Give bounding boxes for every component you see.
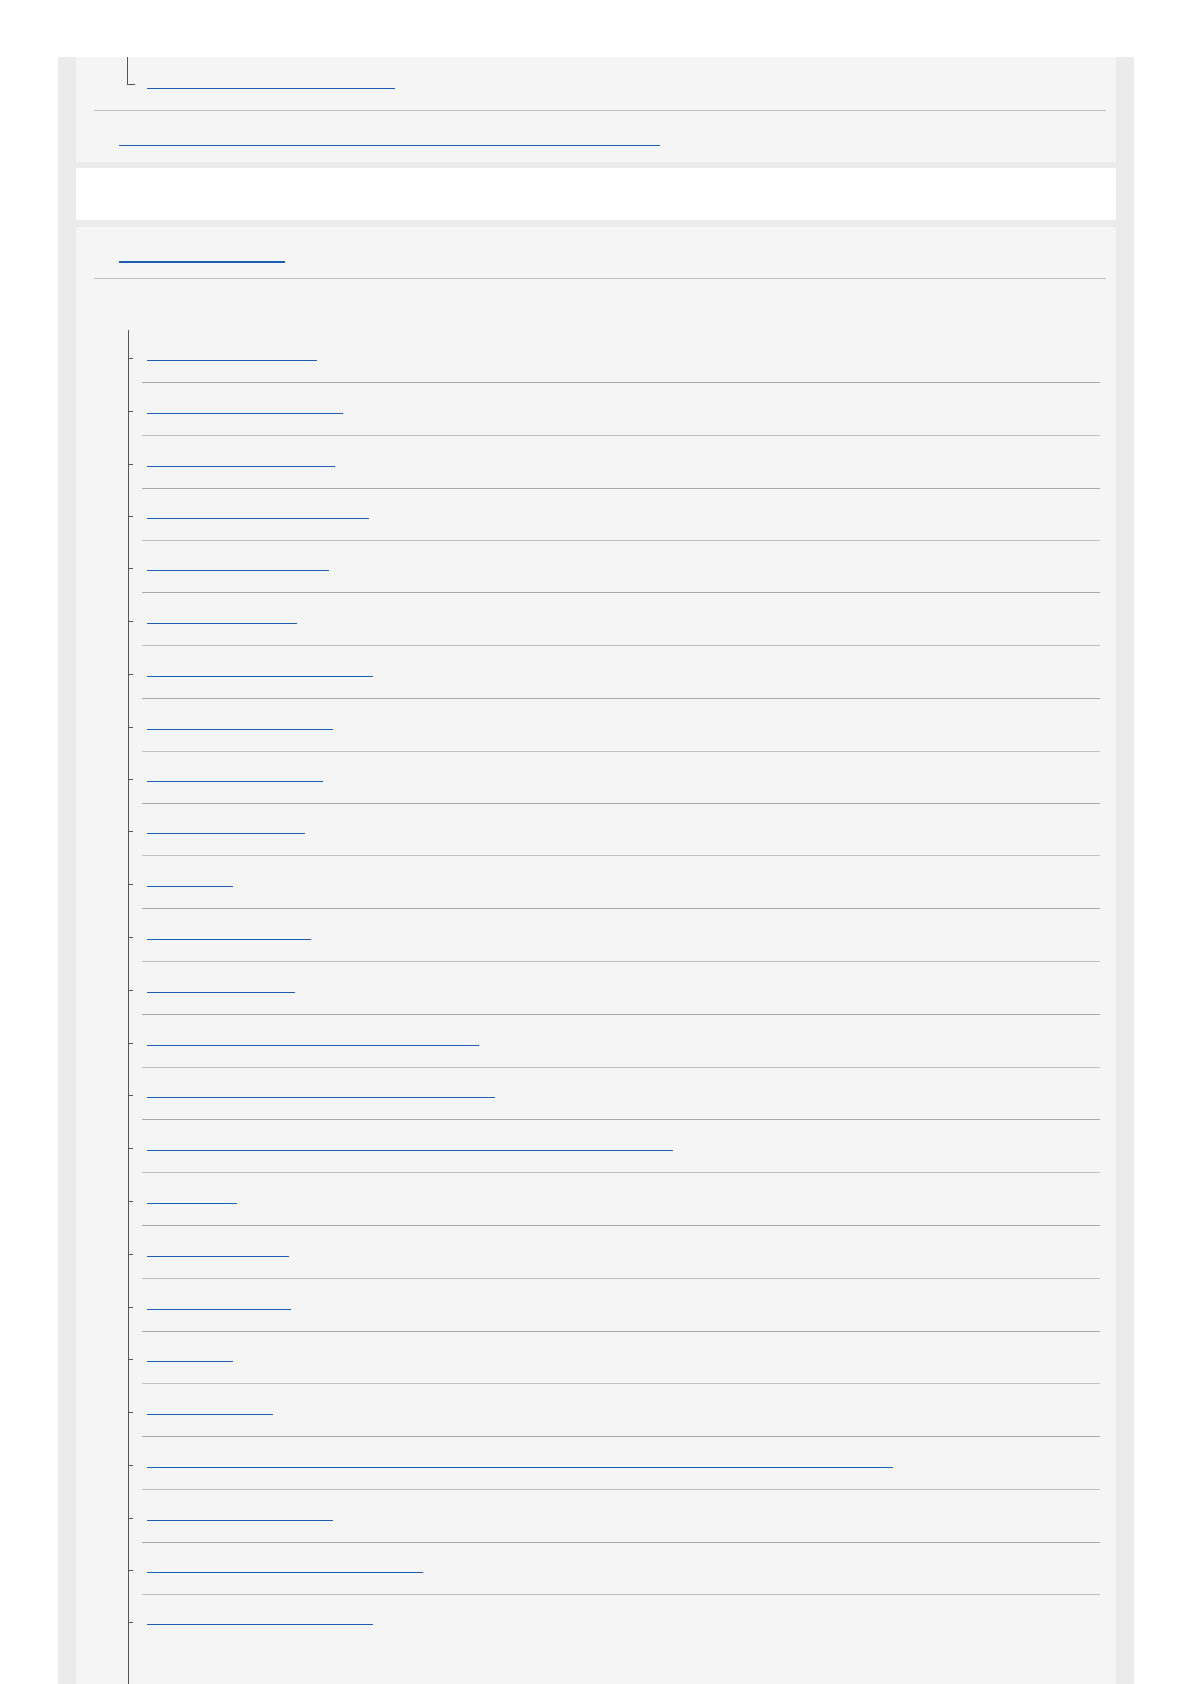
topic-link[interactable] [147,346,317,361]
list-item-divider [142,1172,1100,1173]
list-item-divider [142,645,1100,646]
tree-branch-tick [128,1518,133,1519]
tree-branch-tick [128,1148,133,1149]
tree-branch-tick [128,1465,133,1466]
list-item-divider [142,698,1100,699]
tree-branch-tick [128,621,133,622]
tree-branch-tick [128,1043,133,1044]
tree-branch-tick [128,1254,133,1255]
topic-link[interactable] [147,1347,233,1362]
tree-branch-tick [128,831,133,832]
tree-branch-tick [128,464,133,465]
topic-link[interactable] [147,1189,237,1204]
list-item-divider [142,751,1100,752]
list-item-divider [142,382,1100,383]
topic-link[interactable] [147,399,343,414]
topic-link[interactable] [147,1506,333,1521]
tree-branch-tick [128,1412,133,1413]
tree-branch-tick [128,568,133,569]
tree-branch-tick [128,884,133,885]
tree-branch-tick [128,1570,133,1571]
list-item-divider [142,1119,1100,1120]
tree-branch-tick [128,516,133,517]
topic-link[interactable] [147,715,333,730]
tree-branch-tick [128,1622,133,1623]
topic-link[interactable] [147,504,369,519]
list-item-divider [142,592,1100,593]
topic-link[interactable] [147,1400,273,1415]
tree-corner-top [127,84,135,85]
divider-top [94,110,1106,111]
list-item-divider [142,435,1100,436]
list-item-divider [142,908,1100,909]
topic-link[interactable] [147,1558,423,1573]
list-item-divider [142,1383,1100,1384]
tree-connector-top [127,57,128,84]
list-item-divider [142,1489,1100,1490]
list-item-divider [142,488,1100,489]
list-item-divider [142,961,1100,962]
tree-branch-tick [128,727,133,728]
tree-branch-tick [128,1095,133,1096]
tree-branch-tick [128,990,133,991]
list-item-divider [142,803,1100,804]
tree-branch-tick [128,674,133,675]
topic-link[interactable] [147,1242,289,1257]
list-item-divider [142,1014,1100,1015]
topic-link[interactable] [147,1083,495,1098]
topic-link[interactable] [147,767,323,782]
tree-branch-tick [128,779,133,780]
list-item-divider [142,1594,1100,1595]
topic-link[interactable] [147,1295,291,1310]
topic-link[interactable] [147,662,373,677]
topic-link[interactable] [147,872,233,887]
top-link[interactable] [147,74,395,89]
tree-branch-tick [128,1201,133,1202]
tree-branch-tick [128,1359,133,1360]
list-item-divider [142,1278,1100,1279]
spacer-band [76,168,1116,220]
topic-link[interactable] [147,1610,373,1625]
section-link[interactable] [119,131,660,146]
topic-link[interactable] [147,452,335,467]
list-item-divider [142,1331,1100,1332]
topic-link[interactable] [147,1136,673,1151]
list-item-divider [142,1067,1100,1068]
tree-branch-tick [128,937,133,938]
topic-link[interactable] [147,925,311,940]
list-item-divider [142,1436,1100,1437]
tree-branch-tick [128,411,133,412]
topic-link[interactable] [147,609,297,624]
list-item-divider [142,1225,1100,1226]
tree-branch-tick [128,1307,133,1308]
topic-link[interactable] [147,1453,893,1468]
list-item-divider [142,540,1100,541]
topic-link[interactable] [147,819,305,834]
heading-link[interactable] [119,247,285,263]
tree-connector-main [128,330,129,1684]
topic-link[interactable] [147,978,295,993]
list-item-divider [142,855,1100,856]
divider-heading [94,278,1106,279]
topic-link[interactable] [147,556,329,571]
tree-branch-tick [128,358,133,359]
topic-link[interactable] [147,1031,479,1046]
list-item-divider [142,1542,1100,1543]
